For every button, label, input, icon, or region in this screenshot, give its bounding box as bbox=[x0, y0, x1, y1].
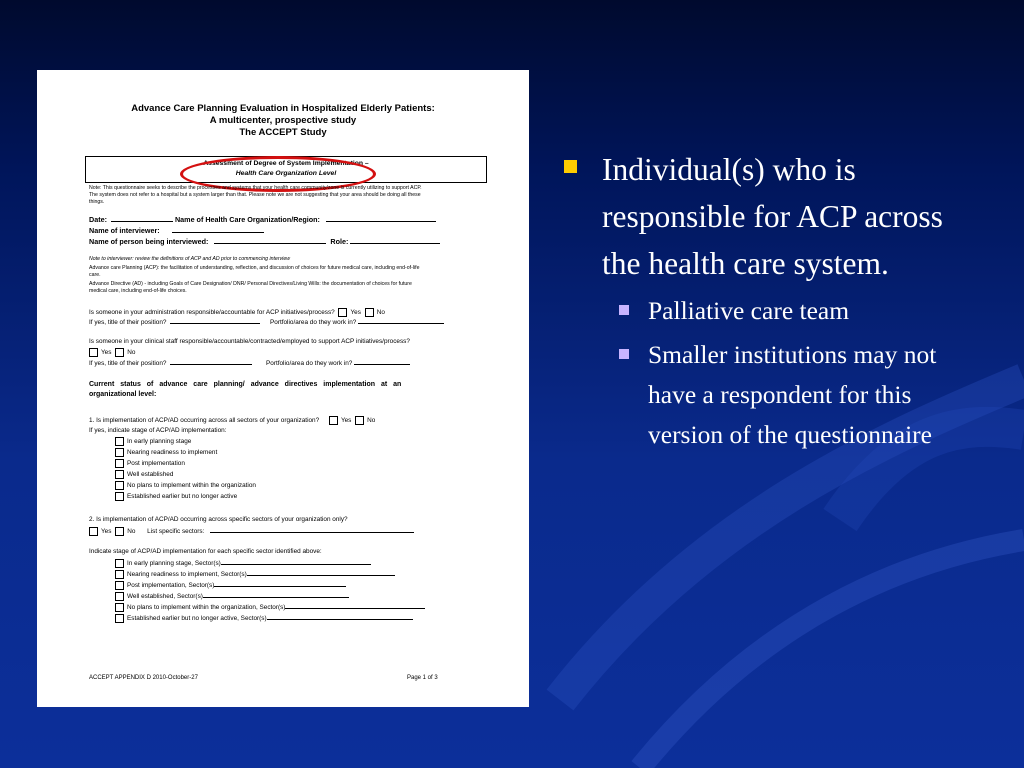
q1-row bbox=[89, 416, 375, 425]
footer-left: ACCEPT APPENDIX D 2010-October-27 bbox=[89, 675, 198, 681]
stage-checkbox[interactable] bbox=[115, 448, 124, 457]
bullet-list bbox=[564, 146, 984, 455]
position-field bbox=[170, 323, 260, 324]
footer-page-number: Page 1 of 3 bbox=[407, 675, 438, 681]
portfolio-field bbox=[358, 323, 444, 324]
yes-checkbox[interactable] bbox=[329, 416, 338, 425]
no-checkbox[interactable] bbox=[115, 527, 124, 536]
org-field bbox=[326, 221, 436, 222]
sector-field bbox=[285, 608, 425, 609]
yes-label: Yes bbox=[101, 528, 112, 536]
doc-title-3: The ACCEPT Study bbox=[239, 127, 327, 138]
org-label: Name of Health Care Organization/Region: bbox=[174, 215, 320, 224]
q2-yes-no-row bbox=[89, 527, 414, 536]
q-admin-text: Is someone in your administration responsible/accountable for ACP initiatives/process? bbox=[89, 309, 335, 317]
definition-acp-2: care. bbox=[89, 272, 101, 278]
sector-stage-checkbox[interactable] bbox=[115, 559, 124, 568]
doc-title-2: A multicenter, prospective study bbox=[209, 115, 357, 126]
sector-stage-option bbox=[113, 614, 413, 623]
definition-acp-1: Advance care Planning (ACP): the facilitation of understanding, reflection, and discussion of choices for future medical care, including end-of-life bbox=[89, 265, 420, 271]
no-label: No bbox=[367, 417, 376, 425]
sector-stage-label: No plans to implement within the organization, Sector(s) bbox=[127, 604, 286, 612]
interviewer-note: Note to interviewer: review the definitions of ACP and AD prior to commencing interview bbox=[89, 256, 290, 262]
stage-checkbox[interactable] bbox=[115, 470, 124, 479]
sector-stage-checkbox[interactable] bbox=[115, 581, 124, 590]
sector-stage-checkbox[interactable] bbox=[115, 570, 124, 579]
sector-stage-option bbox=[113, 603, 425, 612]
definition-ad-1: Advance Directive (AD) - including Goals of Care Designation/ DNR/ Personal Directives/Living Wills: the documentation of choices for future bbox=[89, 281, 412, 287]
date-label: Date: bbox=[89, 215, 107, 224]
person-label: Name of person being interviewed: bbox=[89, 237, 209, 246]
note-line-1: Note: This questionnaire seeks to describe the processes and systems that your health care community/zone is currently utilizing to support ACP. bbox=[89, 185, 422, 191]
sector-stage-option bbox=[113, 559, 371, 568]
sub-bullet bbox=[564, 335, 984, 455]
sub-bullet-text: Smaller institutions may not have a respondent for this version of the questionnaire bbox=[648, 340, 937, 449]
no-checkbox[interactable] bbox=[115, 348, 124, 357]
no-label: No bbox=[127, 528, 136, 536]
indicate-stage-text: Indicate stage of ACP/AD implementation for each specific sector identified above: bbox=[89, 548, 322, 555]
stage-checkbox[interactable] bbox=[115, 437, 124, 446]
sector-field bbox=[267, 619, 413, 620]
stage-checkbox[interactable] bbox=[115, 492, 124, 501]
stage-label: Well established bbox=[127, 471, 174, 479]
sub-bullet-square-icon bbox=[619, 349, 629, 359]
sector-stage-label: Established earlier but no longer active, Sector(s) bbox=[127, 615, 267, 623]
bullet-square-icon bbox=[564, 160, 577, 173]
box-title: Assessment of Degree of System Implementation – bbox=[203, 160, 369, 167]
list-sectors-label: List specific sectors: bbox=[147, 528, 205, 536]
portfolio-label: Portfolio/area do they work in? bbox=[266, 360, 353, 367]
no-label: No bbox=[376, 309, 385, 317]
interviewer-label: Name of interviewer: bbox=[89, 226, 160, 235]
stage-checkbox[interactable] bbox=[115, 481, 124, 490]
sector-stage-label: Nearing readiness to implement, Sector(s) bbox=[127, 571, 247, 579]
stage-label: Nearing readiness to implement bbox=[127, 449, 218, 457]
org-level-heading: organizational level: bbox=[89, 391, 157, 398]
person-field bbox=[214, 243, 326, 244]
sub-bullet bbox=[564, 291, 984, 331]
note-line-3: things. bbox=[89, 199, 105, 205]
sector-stage-option bbox=[113, 570, 395, 579]
stage-option bbox=[113, 492, 237, 501]
if-yes-title-label: If yes, title of their position? bbox=[89, 319, 167, 326]
yes-checkbox[interactable] bbox=[338, 308, 347, 317]
q1-stage-text: If yes, indicate stage of ACP/AD implementation: bbox=[89, 427, 227, 434]
stage-option bbox=[113, 437, 191, 446]
position-field bbox=[170, 364, 252, 365]
role-field bbox=[350, 243, 440, 244]
questionnaire-document bbox=[37, 70, 529, 707]
current-status-heading: Current status of advance care planning/ advance directives implementation at an bbox=[89, 381, 402, 388]
yes-label: Yes bbox=[340, 417, 352, 425]
yes-checkbox[interactable] bbox=[89, 348, 98, 357]
clinical-yes-no-row bbox=[89, 348, 135, 357]
stage-option bbox=[113, 470, 173, 479]
stage-option bbox=[113, 459, 185, 468]
q2-text: 2. Is implementation of ACP/AD occurring across specific sectors of your organization only? bbox=[89, 516, 348, 523]
sector-field bbox=[214, 586, 346, 587]
stage-option bbox=[113, 481, 256, 490]
sector-stage-option bbox=[113, 592, 349, 601]
no-checkbox[interactable] bbox=[365, 308, 374, 317]
stage-checkbox[interactable] bbox=[115, 459, 124, 468]
stage-label: Established earlier but no longer active bbox=[127, 493, 238, 501]
yes-checkbox[interactable] bbox=[89, 527, 98, 536]
q1-text: 1. Is implementation of ACP/AD occurring across all sectors of your organization? bbox=[89, 417, 320, 425]
yes-label: Yes bbox=[350, 309, 361, 317]
bullet-main bbox=[564, 146, 984, 287]
role-label: Role: bbox=[330, 237, 349, 246]
sector-stage-label: Well established, Sector(s) bbox=[127, 593, 203, 601]
sector-field bbox=[247, 575, 395, 576]
stage-label: In early planning stage bbox=[127, 438, 192, 446]
admin-position-row bbox=[89, 319, 444, 327]
interviewer-field bbox=[172, 232, 264, 233]
sectors-field bbox=[210, 532, 414, 533]
box-subtitle: Health Care Organization Level bbox=[235, 170, 337, 177]
portfolio-label: Portfolio/area do they work in? bbox=[270, 319, 357, 326]
sector-stage-label: Post implementation, Sector(s) bbox=[127, 582, 215, 590]
sector-stage-checkbox[interactable] bbox=[115, 603, 124, 612]
stage-option bbox=[113, 448, 217, 457]
no-label: No bbox=[127, 349, 136, 357]
q-admin-row bbox=[89, 308, 385, 317]
yes-label: Yes bbox=[101, 349, 112, 357]
sector-stage-label: In early planning stage, Sector(s) bbox=[127, 560, 221, 568]
q-clinical-text: Is someone in your clinical staff responsible/accountable/contracted/employed to support ACP initiatives/process? bbox=[89, 338, 410, 345]
date-field bbox=[111, 221, 173, 222]
sector-field bbox=[221, 564, 371, 565]
sub-bullet-text: Palliative care team bbox=[648, 296, 850, 325]
if-yes-title-label: If yes, title of their position? bbox=[89, 360, 167, 367]
no-checkbox[interactable] bbox=[355, 416, 364, 425]
portfolio-field bbox=[354, 364, 410, 365]
stage-label: No plans to implement within the organization bbox=[127, 482, 256, 490]
clinical-position-row bbox=[89, 360, 410, 368]
sector-stage-checkbox[interactable] bbox=[115, 592, 124, 601]
bullet-main-text: Individual(s) who is responsible for ACP across the health care system. bbox=[602, 152, 943, 281]
doc-title-1: Advance Care Planning Evaluation in Hospitalized Elderly Patients: bbox=[131, 103, 435, 114]
sector-stage-checkbox[interactable] bbox=[115, 614, 124, 623]
sub-bullet-square-icon bbox=[619, 305, 629, 315]
sector-field bbox=[203, 597, 349, 598]
stage-label: Post implementation bbox=[127, 460, 185, 468]
sector-stage-option bbox=[113, 581, 346, 590]
definition-ad-2: medical care, including end-of-life choices. bbox=[89, 288, 187, 294]
note-line-2: The system does not refer to a hospital but a system larger than that. Please note we are not suggesting that your area should be doing all these bbox=[89, 192, 421, 198]
